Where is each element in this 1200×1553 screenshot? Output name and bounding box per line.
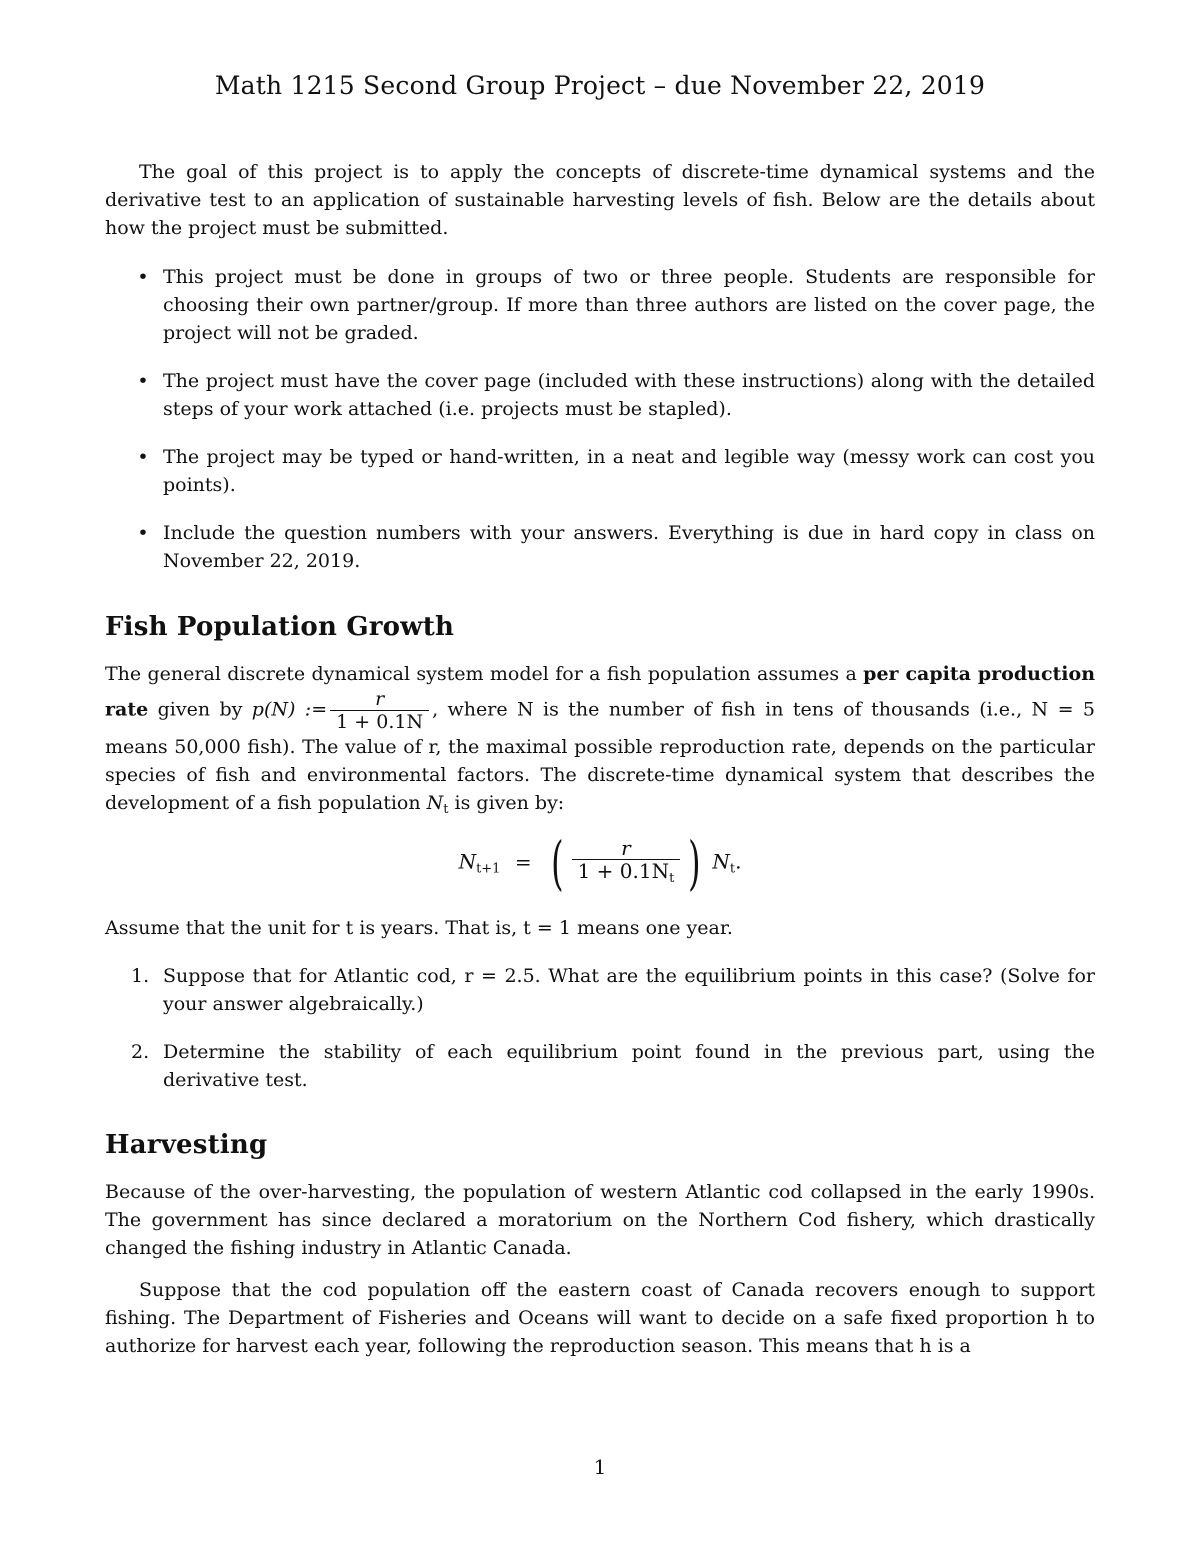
list-item-text: The project must have the cover page (included with these instructions) along with the detailed steps of your work attached (i.e. projects must be stapled). bbox=[163, 370, 1095, 420]
function-notation: p(N) := bbox=[251, 698, 328, 721]
question-number: 1. bbox=[131, 965, 150, 987]
question-text: Determine the stability of each equilibrium point found in the previous part, using the derivative test. bbox=[163, 1041, 1095, 1091]
bold-term: per capita production rate bbox=[105, 663, 1096, 721]
question-list bbox=[105, 962, 1095, 1094]
time-unit-paragraph: Assume that the unit for t is years. That is, t = 1 means one year. bbox=[105, 917, 733, 939]
list-item bbox=[105, 367, 1095, 423]
fraction-denominator: 1 + 0.1N bbox=[336, 711, 424, 733]
question-item bbox=[105, 962, 1095, 1018]
equals-sign: = bbox=[514, 849, 532, 874]
section-heading-harvesting: Harvesting bbox=[105, 1130, 268, 1160]
section-heading-fish-growth: Fish Population Growth bbox=[105, 612, 455, 642]
question-item bbox=[105, 1038, 1095, 1094]
difference-equation: $N_{t+1}$ = ( $\frac{r}{1 + 0.1N_t}$ ) $N_t$. bbox=[458, 829, 742, 897]
list-item bbox=[105, 519, 1095, 575]
list-item bbox=[105, 443, 1095, 499]
right-paren: ) bbox=[688, 829, 701, 897]
fraction-denominator: $1 + 0.1N_t$ bbox=[577, 858, 675, 886]
harvesting-paragraph-1: Because of the over-harvesting, the population of western Atlantic cod collapsed in the early 1990s. The government has since declared a moratorium on the Northern Cod fishery, which drastically changed the fishing industry in Atlantic Canada. bbox=[105, 1181, 1095, 1259]
bullet-marker: • bbox=[137, 266, 149, 288]
harvesting-paragraph-2: Suppose that the cod population off the eastern coast of Canada recovers enough to support fishing. The Department of Fisheries and Oceans will want to decide on a safe fixed proportion h to authorize for harvest each year, following the reproduction season. This means that h is a bbox=[105, 1279, 1095, 1357]
equation-fraction bbox=[572, 837, 681, 890]
question-text: Suppose that for Atlantic cod, r = 2.5. What are the equilibrium points in this case? (Solve for your answer algebraically.) bbox=[163, 965, 1095, 1015]
list-item bbox=[105, 263, 1095, 347]
list-item-text: Include the question numbers with your answers. Everything is due in hard copy in class on November 22, 2019. bbox=[163, 522, 1095, 572]
list-item-text: This project must be done in groups of two or three people. Students are responsible for choosing their own partner/group. If more than three authors are listed on the cover page, the project will not be graded. bbox=[163, 266, 1095, 344]
question-number: 2. bbox=[131, 1041, 150, 1063]
document-title: Math 1215 Second Group Project – due November 22, 2019 bbox=[214, 71, 986, 100]
bullet-marker: • bbox=[137, 522, 149, 544]
equation-lhs: N bbox=[458, 849, 477, 874]
bullet-marker: • bbox=[137, 370, 149, 392]
left-paren: ( bbox=[551, 829, 564, 897]
page-number: 1 bbox=[593, 1455, 607, 1479]
bullet-marker: • bbox=[137, 446, 149, 468]
intro-paragraph: The goal of this project is to apply the concepts of discrete-time dynamical systems and the derivative test to an application of sustainable harvesting levels of fish. Below are the details about how the project must be submitted. bbox=[105, 161, 1095, 239]
equation-rhs: N bbox=[712, 849, 730, 874]
fraction-numerator: r bbox=[572, 837, 681, 860]
inline-fraction bbox=[330, 688, 429, 733]
fraction-numerator: r bbox=[330, 688, 429, 711]
submission-rules-list bbox=[105, 263, 1095, 575]
model-paragraph: The general discrete dynamical system model for a fish population assumes a per capita production rate given by p(N) := $\frac{r}{1 + 0.1N}$ , where N is the number of fish in tens of thousands (i.e., N = 5 means 50,000 fish). The value of r, the maximal possible reproduction rate, depends on the particular species of fish and environmental factors. The discrete-time dynamical system that describes the development of a fish population $N_t$ is given by: bbox=[105, 663, 1096, 817]
list-item-text: The project may be typed or hand-written, in a neat and legible way (messy work can cost you points). bbox=[163, 446, 1095, 496]
